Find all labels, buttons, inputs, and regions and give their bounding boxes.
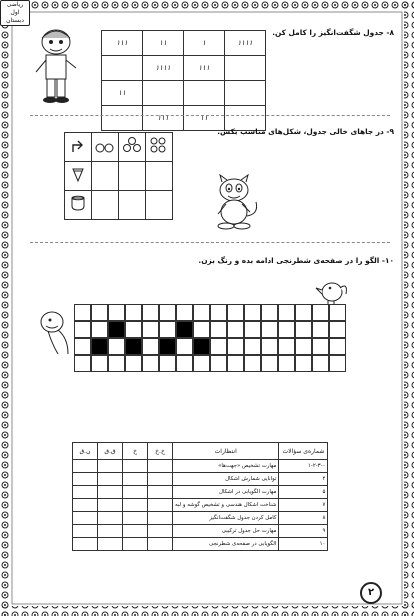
chess-cell[interactable] [159, 321, 176, 338]
grade-cell[interactable] [123, 525, 148, 538]
chess-cell[interactable] [312, 304, 329, 321]
q8-cell[interactable] [143, 81, 184, 106]
grade-cell[interactable] [148, 499, 173, 512]
header-question-numbers: شماره‌ی سؤالات [279, 443, 328, 460]
chess-cell[interactable] [312, 321, 329, 338]
grade-cell[interactable] [123, 460, 148, 473]
table-row [73, 499, 328, 512]
chess-cell[interactable] [176, 338, 193, 355]
turtle-cartoon-image [38, 308, 76, 358]
q9-cell[interactable] [146, 162, 173, 191]
table-row [73, 486, 328, 499]
grade-cell[interactable] [73, 538, 98, 551]
chess-cell[interactable] [125, 338, 142, 355]
chess-cell[interactable] [108, 338, 125, 355]
q8-cell[interactable]: ۱۱۱۱ [225, 31, 266, 56]
question-10-title: ۱۰- الگو را در صفحه‌ی شطرنجی ادامه بده و رنگ بزن. [198, 256, 394, 265]
grade-cell[interactable] [148, 538, 173, 551]
chess-cell[interactable] [329, 304, 346, 321]
chess-cell[interactable] [125, 355, 142, 372]
chess-cell[interactable] [261, 304, 278, 321]
boy-cartoon-image [28, 22, 88, 106]
row-number: ۱۰ [279, 538, 328, 551]
grade-cell[interactable] [123, 499, 148, 512]
chess-cell[interactable] [295, 338, 312, 355]
q8-cell[interactable] [102, 56, 143, 81]
row-number: ۵ [279, 486, 328, 499]
chess-cell[interactable] [193, 304, 210, 321]
bird-cartoon-image [312, 276, 352, 306]
chess-cell[interactable] [329, 338, 346, 355]
grade-cell[interactable] [73, 460, 98, 473]
row-text: توانایی شمارش اشکال [173, 473, 279, 486]
question-8-title: ۸- جدول شگفت‌انگیز را کامل کن. [272, 28, 394, 37]
chess-cell[interactable] [176, 355, 193, 372]
grade-cell[interactable] [98, 538, 123, 551]
row-number: ۹ [279, 525, 328, 538]
grade-cell[interactable] [148, 460, 173, 473]
header-kh-kh: خ.خ [148, 443, 173, 460]
evaluation-table [72, 442, 328, 551]
circles-icon [95, 143, 115, 153]
chess-cell[interactable] [108, 304, 125, 321]
q9-cell[interactable] [146, 133, 173, 162]
chess-cell[interactable] [261, 321, 278, 338]
chess-cell[interactable] [142, 355, 159, 372]
chess-cell[interactable] [193, 355, 210, 372]
grade-cell[interactable] [73, 499, 98, 512]
grade-cell[interactable] [148, 512, 173, 525]
q9-cell[interactable] [65, 133, 92, 162]
q9-cell[interactable] [119, 133, 146, 162]
chess-cell[interactable] [244, 304, 261, 321]
grade-cell[interactable] [148, 525, 173, 538]
grade-cell[interactable] [73, 473, 98, 486]
chess-cell[interactable] [159, 304, 176, 321]
row-text: کامل کردن جدول شگفت‌انگیز [173, 512, 279, 525]
chess-cell[interactable] [74, 304, 91, 321]
table-row [73, 460, 328, 473]
arrow-turn-icon [70, 139, 86, 153]
q9-cell[interactable] [92, 191, 119, 220]
grade-cell[interactable] [98, 512, 123, 525]
grade-cell[interactable] [73, 512, 98, 525]
circles-group-icon [148, 137, 170, 153]
chess-cell[interactable] [227, 355, 244, 372]
ice-cream-cone-icon [71, 166, 85, 182]
q8-cell[interactable] [225, 56, 266, 81]
question-9-table [64, 132, 173, 220]
header-expectations: انتظارات [173, 443, 279, 460]
q9-cell[interactable] [119, 191, 146, 220]
q9-cell[interactable] [65, 191, 92, 220]
chess-cell[interactable] [210, 304, 227, 321]
grade-cell[interactable] [98, 499, 123, 512]
header-n-q: ن.ق [73, 443, 98, 460]
q8-cell[interactable]: ۱۱۱۱ [143, 56, 184, 81]
grade-cell[interactable] [98, 473, 123, 486]
chess-cell[interactable] [210, 355, 227, 372]
cup-icon [70, 195, 86, 211]
q9-cell[interactable] [146, 191, 173, 220]
row-number: ۸ [279, 512, 328, 525]
chess-cell[interactable] [91, 355, 108, 372]
q8-cell[interactable] [184, 81, 225, 106]
grade-cell[interactable] [98, 460, 123, 473]
chess-cell[interactable] [159, 355, 176, 372]
page-number: ۲ [360, 582, 382, 604]
chess-cell[interactable] [125, 304, 142, 321]
q8-cell[interactable]: ۱۱ [184, 106, 225, 131]
chess-cell[interactable] [227, 321, 244, 338]
cat-cartoon-image [204, 174, 264, 232]
q8-cell[interactable]: ۱۱۱ [102, 31, 143, 56]
grade-cell[interactable] [123, 538, 148, 551]
chess-cell[interactable] [278, 338, 295, 355]
chess-cell[interactable] [193, 338, 210, 355]
chess-cell[interactable] [227, 304, 244, 321]
chess-cell[interactable] [244, 355, 261, 372]
row-text: شناخت اشکال هندسی و تشخیص گوشه و لبه [173, 499, 279, 512]
chess-cell[interactable] [108, 355, 125, 372]
chess-cell[interactable] [108, 321, 125, 338]
grade-cell[interactable] [123, 512, 148, 525]
chess-cell[interactable] [278, 304, 295, 321]
row-text: مهارت الگویابی در اشکال [173, 486, 279, 499]
row-text: مهارت حل جدول ترکیبی [173, 525, 279, 538]
chess-cell[interactable] [176, 321, 193, 338]
q8-cell[interactable]: ۱۱۱ [143, 106, 184, 131]
chess-cell[interactable] [142, 304, 159, 321]
table-row [73, 525, 328, 538]
chess-cell[interactable] [193, 321, 210, 338]
chess-cell[interactable] [261, 355, 278, 372]
chess-cell[interactable] [312, 338, 329, 355]
chess-cell[interactable] [159, 338, 176, 355]
chess-cell[interactable] [295, 321, 312, 338]
section-divider [30, 242, 390, 243]
chessboard-grid [74, 304, 346, 372]
q8-cell[interactable] [225, 81, 266, 106]
grade-cell[interactable] [98, 486, 123, 499]
chess-cell[interactable] [176, 304, 193, 321]
chess-cell[interactable] [142, 321, 159, 338]
grade-cell[interactable] [123, 486, 148, 499]
q8-cell[interactable]: ۱۱ [143, 31, 184, 56]
chess-cell[interactable] [74, 338, 91, 355]
chess-cell[interactable] [74, 355, 91, 372]
chess-cell[interactable] [210, 338, 227, 355]
q8-cell[interactable]: ۱۱ [102, 81, 143, 106]
grade-cell[interactable] [73, 525, 98, 538]
grade-cell[interactable] [73, 486, 98, 499]
section-divider [30, 115, 390, 116]
table-row [73, 538, 328, 551]
q8-cell[interactable] [102, 106, 143, 131]
table-row [73, 512, 328, 525]
q9-cell[interactable] [92, 162, 119, 191]
circles-stack-icon [122, 137, 142, 153]
q9-cell[interactable] [119, 162, 146, 191]
subject-tab [0, 0, 30, 26]
q8-cell[interactable]: ۱ [184, 31, 225, 56]
header-q-q: ق.ق [98, 443, 123, 460]
q9-cell[interactable] [92, 133, 119, 162]
row-number: ۱-۲-۳-۰ [279, 460, 328, 473]
row-text: الگویابی در صفحه‌ی شطرنجی [173, 538, 279, 551]
chess-cell[interactable] [278, 355, 295, 372]
chess-cell[interactable] [91, 338, 108, 355]
chess-cell[interactable] [74, 321, 91, 338]
chess-cell[interactable] [295, 355, 312, 372]
grade-cell[interactable] [148, 486, 173, 499]
subject-tab-label: ریاضی اول دبستان [6, 1, 24, 24]
row-number: ۷ [279, 499, 328, 512]
chess-cell[interactable] [91, 321, 108, 338]
chess-cell[interactable] [227, 338, 244, 355]
chess-cell[interactable] [210, 321, 227, 338]
table-row [73, 473, 328, 486]
chess-cell[interactable] [125, 321, 142, 338]
chess-cell[interactable] [278, 321, 295, 338]
grade-cell[interactable] [148, 473, 173, 486]
header-kh: خ [123, 443, 148, 460]
chess-cell[interactable] [295, 304, 312, 321]
chess-cell[interactable] [142, 338, 159, 355]
grade-cell[interactable] [123, 473, 148, 486]
chess-cell[interactable] [329, 355, 346, 372]
q8-cell[interactable]: ۱۱۱ [184, 56, 225, 81]
chess-cell[interactable] [312, 355, 329, 372]
chess-cell[interactable] [244, 338, 261, 355]
chess-cell[interactable] [329, 321, 346, 338]
row-text: مهارت تشخیص «جهت‌ها» [173, 460, 279, 473]
q9-cell[interactable] [65, 162, 92, 191]
chess-cell[interactable] [91, 304, 108, 321]
chess-cell[interactable] [244, 321, 261, 338]
row-number: ۴ [279, 473, 328, 486]
grade-cell[interactable] [98, 525, 123, 538]
chess-cell[interactable] [261, 338, 278, 355]
question-9-title: ۹- در جاهای خالی جدول، شکل‌های مناسب بکش. [217, 127, 394, 136]
